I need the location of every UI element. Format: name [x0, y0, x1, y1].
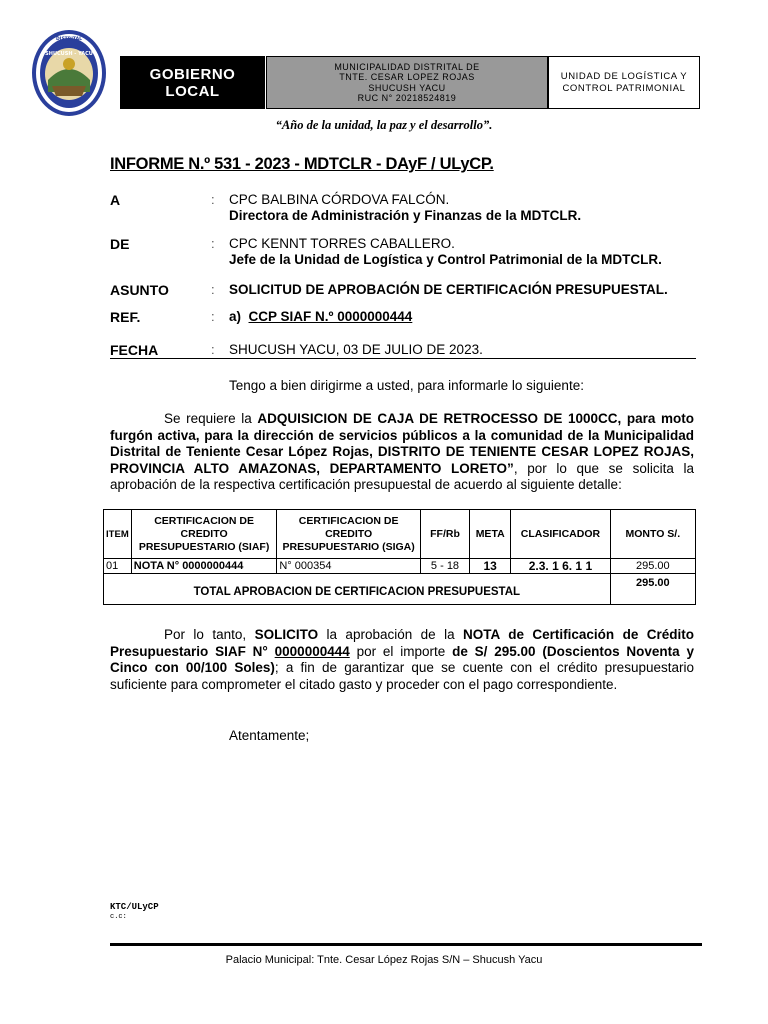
de-value: [229, 236, 662, 268]
gobierno-local-box: [120, 56, 265, 109]
p1-bold: ADQUISICION DE CAJA DE RETROCESSO DE 1000CC, para moto furgón activa, para la dirección de servicios públicos a la comunidad de la Municipalidad Distrital de Teniente Cesar López Rojas, DISTRITO DE TENIENTE CESAR LOPEZ ROJAS, PROVINCIA ALTO AMAZONAS, DEPARTAMENTO LORETO”: [110, 411, 694, 476]
certification-table: [103, 509, 696, 605]
a-label: A: [110, 192, 121, 208]
header-divider: [110, 358, 696, 359]
p2-solicito: SOLICITO: [254, 627, 319, 642]
p2-a: Por lo tanto,: [164, 627, 255, 642]
fecha-label: FECHA: [110, 342, 159, 358]
p2-number: 0000000444: [274, 643, 350, 659]
unit-box: [548, 56, 700, 109]
logo-text: SHUCUSH - YACU: [45, 51, 93, 57]
ref-colon: :: [211, 309, 215, 324]
ref-prefix: a): [229, 309, 242, 324]
td-meta: 13: [470, 559, 511, 574]
p2-h: ; a fin de garantizar que se cuente con el crédito presupuestario suficiente para comprometer el citado gasto y proceder con el pago correspondiente.: [110, 660, 694, 692]
a-colon: :: [211, 192, 215, 207]
p2-amount: de S/ 295.00 (Doscientos Noventa y Cinco con 00/100 Soles): [110, 643, 695, 675]
table-header-row: [104, 510, 696, 559]
p1-start: Se requiere la: [164, 411, 258, 426]
ref-number: CCP SIAF N.º 0000000444: [248, 309, 413, 324]
th-siga: CERTIFICACION DE CREDITO PRESUPUESTARIO (SIGA): [277, 510, 421, 559]
p2-nota: NOTA de Certificación de Crédito Presupuestario SIAF N°: [110, 627, 694, 659]
closing-salutation: Atentamente;: [229, 728, 310, 743]
initials-block: [110, 902, 159, 922]
table-row: [104, 559, 696, 574]
p1-end: , por lo que se solicita la aprobación de la respectiva certificación presupuestal de acuerdo al siguiente detalle:: [110, 460, 694, 492]
total-label: TOTAL APROBACION DE CERTIFICACION PRESUPUESTAL: [104, 574, 611, 605]
de-colon: :: [211, 236, 215, 251]
asunto-label: ASUNTO: [110, 282, 169, 298]
municipality-box: [266, 56, 548, 109]
th-ffrb: FF/Rb: [420, 510, 469, 559]
muni-ruc: RUC N° 20218524819: [357, 93, 457, 103]
fecha-colon: :: [211, 342, 215, 357]
a-value: [229, 192, 581, 224]
fecha-value: SHUCUSH YACU, 03 DE JULIO DE 2023.: [229, 342, 483, 357]
asunto-colon: :: [211, 282, 215, 297]
td-item: 01: [104, 559, 132, 574]
asunto-value: SOLICITUD DE APROBACIÓN DE CERTIFICACIÓN PRESUPUESTAL.: [229, 282, 668, 297]
th-siaf: CERTIFICACION DE CREDITO PRESUPUESTARIO (SIAF): [131, 510, 277, 559]
unit-line2: CONTROL PATRIMONIAL: [562, 82, 686, 94]
municipal-seal-logo: [30, 28, 108, 118]
unit-line1: UNIDAD DE LOGÍSTICA Y: [560, 70, 688, 82]
logo-text-top: DISTRITAL: [56, 37, 82, 42]
a-name: CPC BALBINA CÓRDOVA FALCÓN.: [229, 192, 450, 207]
p2-c: la aprobación de la: [318, 627, 464, 642]
gov-line2: LOCAL: [165, 82, 220, 100]
footer-divider: [110, 943, 702, 946]
de-name: CPC KENNT TORRES CABALLERO.: [229, 236, 455, 251]
td-ffrb: 5 - 18: [420, 559, 469, 574]
cc-label: c.c:: [110, 913, 127, 921]
intro-paragraph: Tengo a bien dirigirme a usted, para informarle lo siguiente:: [229, 378, 584, 393]
p2-f: por el importe: [349, 643, 453, 659]
th-clasificador: CLASIFICADOR: [511, 510, 610, 559]
th-item: ITEM: [104, 510, 132, 559]
request-paragraph: [110, 411, 694, 494]
td-clasificador: 2.3. 1 6. 1 1: [511, 559, 610, 574]
muni-line1: MUNICIPALIDAD DISTRITAL DE: [334, 61, 480, 72]
de-label: DE: [110, 236, 130, 252]
year-motto: “Año de la unidad, la paz y el desarrollo”.: [275, 118, 493, 132]
footer-address: Palacio Municipal: Tnte. Cesar López Rojas S/N – Shucush Yacu: [225, 954, 543, 966]
td-siga: N° 000354: [277, 559, 421, 574]
muni-line3: SHUCUSH YACU: [368, 82, 446, 93]
a-role: Directora de Administración y Finanzas de la MDTCLR.: [229, 208, 582, 223]
th-monto: MONTO S/.: [610, 510, 695, 559]
th-meta: META: [470, 510, 511, 559]
table-total-row: [104, 574, 696, 605]
report-title: INFORME N.º 531 - 2023 - MDTCLR - DAyF / ULyCP.: [110, 155, 494, 173]
td-monto: 295.00: [610, 559, 695, 574]
de-role: Jefe de la Unidad de Logística y Control Patrimonial de la MDTCLR.: [229, 252, 662, 267]
muni-line2: TNTE. CESAR LOPEZ ROJAS: [339, 72, 475, 82]
request-conclusion-paragraph: [110, 627, 694, 693]
ref-label: REF.: [110, 309, 141, 325]
gov-line1: GOBIERNO: [149, 65, 236, 83]
td-siaf: NOTA N° 0000000444: [131, 559, 277, 574]
ref-value: [229, 309, 412, 325]
total-value: 295.00: [610, 574, 695, 605]
initials: KTC/ULyCP: [110, 902, 159, 912]
